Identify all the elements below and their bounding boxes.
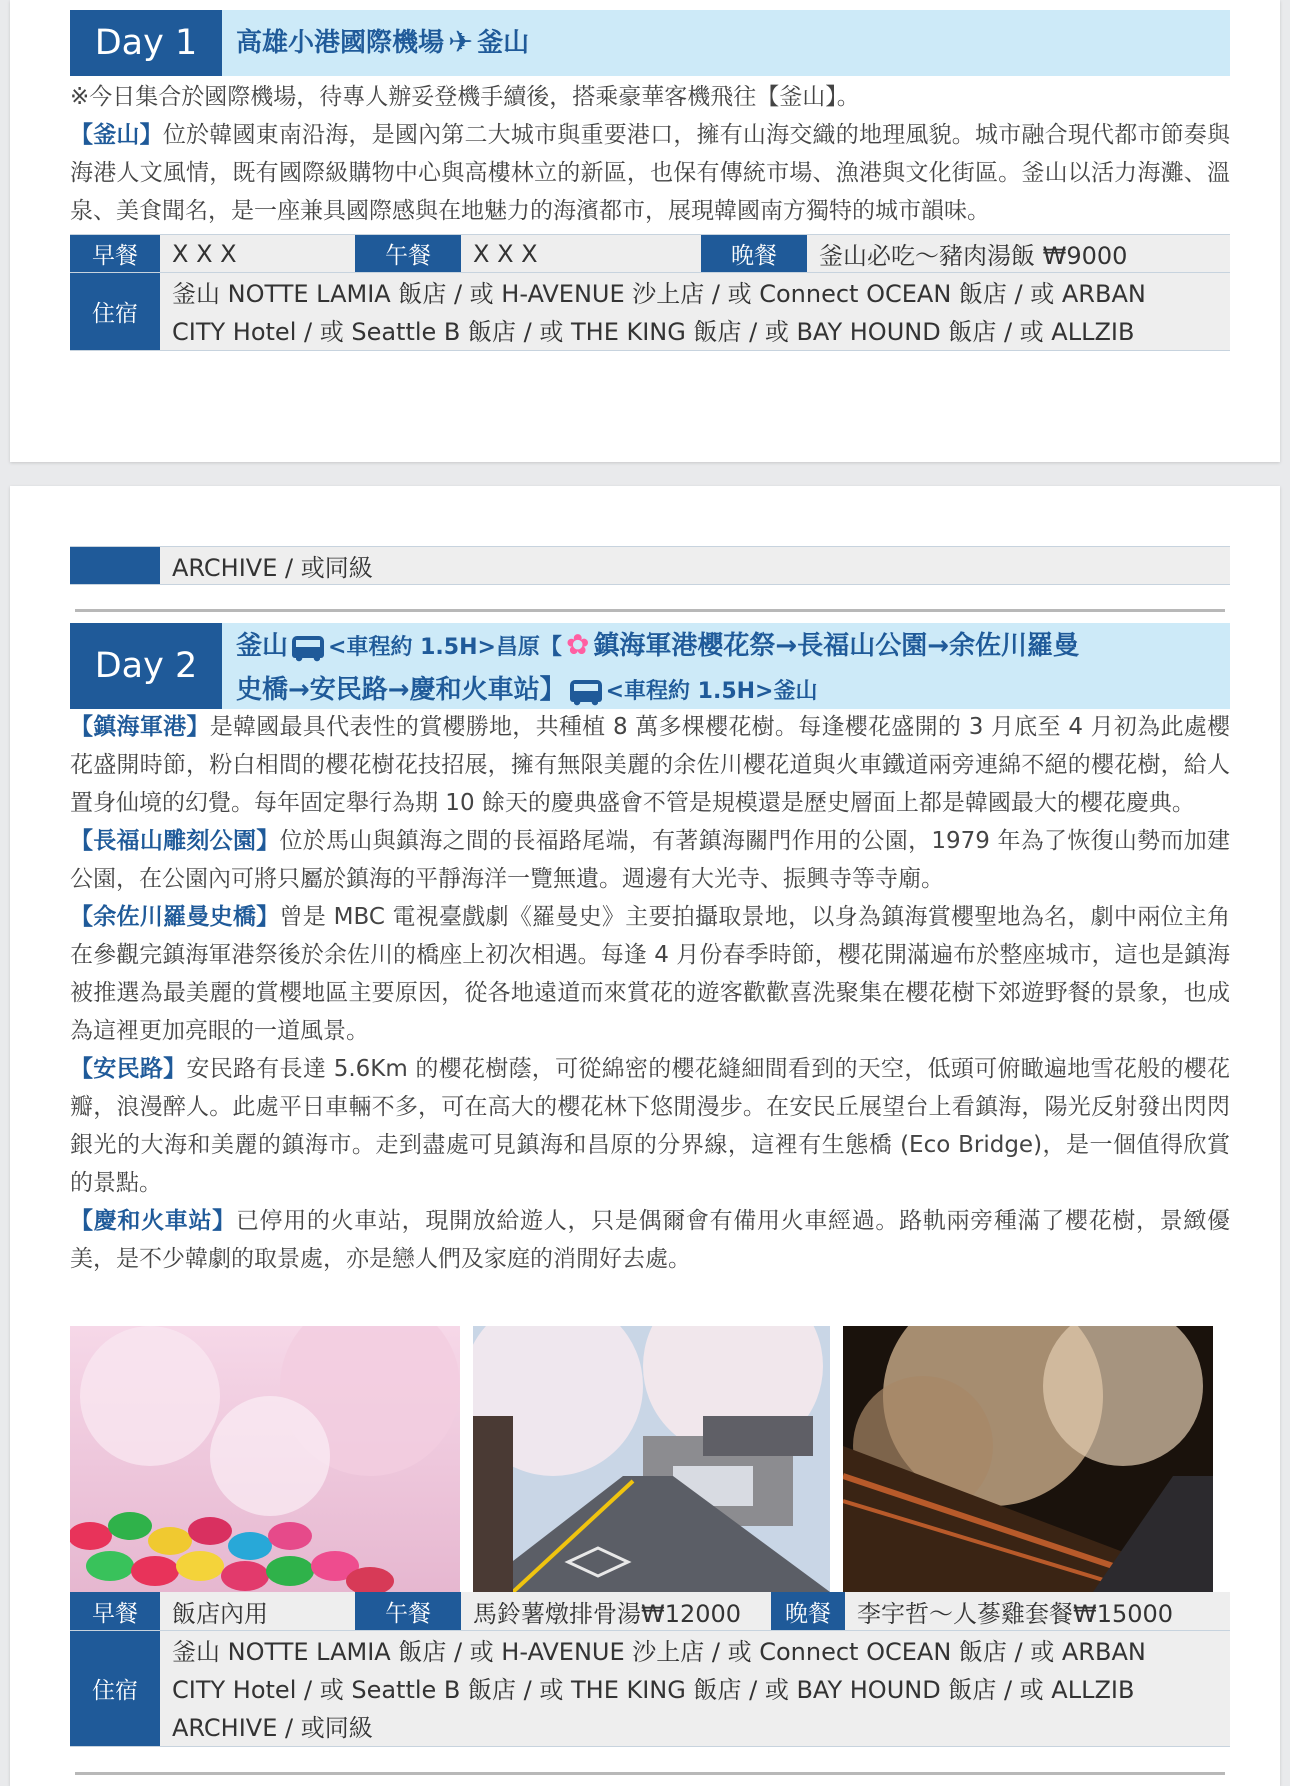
day2-title-part1: 釜山 [236,631,289,661]
stay-line-2: CITY Hotel / 或 Seattle B 飯店 / 或 THE KING 飯店 / 或 BAY HOUND 飯店 / 或 ALLZIB [172,318,1135,346]
dinner-label: 晚餐 [701,235,807,272]
bus-icon-2 [570,680,602,702]
day1-meals-row [70,234,1230,273]
day1-title [222,10,543,76]
photo-night-bridge [843,1326,1213,1592]
romance-bridge-text: 曾是 MBC 電視臺戲劇《羅曼史》主要拍攝取景地，以身為鎮海賞櫻聖地為名，劇中兩位主角在參觀完鎮海軍港祭後於余佐川的橋座上初次相遇。每逢 4 月份春季時節，櫻花開滿遍布於整座城市，這也是鎮海被推選為最美麗的賞櫻地區主要原因，從各地遠道而來賞花的遊客歡歡喜洗聚集在櫻花樹下郊遊野餐的景象，也成為這裡更加亮眼的一道風景。 [70,904,1231,1044]
anmin-text: 安民路有長達 5.6Km 的櫻花樹蔭，可從綿密的櫻花縫細間看到的天空，低頭可俯瞰遍地雪花般的櫻花瓣，浪漫醉人。此處平日車輛不多，可在高大的櫻花林下悠閒漫步。在安民丘展望台上看鎮海，陽光反射發出閃閃銀光的大海和美麗的鎮海市。走到盡處可見鎮海和昌原的分界線，這裡有生態橋 (Eco Bridge)，是一個值得欣賞的景點。 [70,1056,1231,1196]
day1-card [10,0,1280,462]
jinhae-highlight: 【鎮海軍港】 [70,714,210,740]
paragraph-jangbok [70,822,1230,898]
busan-text: 位於韓國東南沿海，是國內第二大城市與重要港口，擁有山海交織的地理風貌。城市融合現代都市節奏與海港人文風情，既有國際級購物中心與高樓林立的新區，也保有傳統市場、漁港與文化街區。釜山以活力海灘、溫泉、美食聞名，是一座兼具國際感與在地魅力的海濱都市，展現韓國南方獨特的城市韻味。 [70,122,1231,224]
lunch-label: 午餐 [355,235,461,272]
gyeonghwa-highlight: 【慶和火車站】 [70,1208,236,1234]
day2-card [10,486,1280,1786]
busan-highlight: 【釜山】 [70,122,163,148]
anmin-highlight: 【安民路】 [70,1056,187,1082]
jinhae-text: 是韓國最具代表性的賞櫻勝地，共種植 8 萬多棵櫻花樹。每逢櫻花盛開的 3 月底至 4 月初為此處櫻花盛開時節，粉白相間的櫻花樹花技招展，擁有無限美麗的余佐川櫻花道與火車鐵道兩旁連綿不絕的櫻花樹，給人置身仙境的幻覺。每年固定舉行為期 10 餘天的慶典盛會不管是規模還是歷史層面上都是韓國最大的櫻花慶典。 [70,714,1230,816]
day2-stay-value [160,1631,1158,1746]
day2-breakfast-label: 早餐 [70,1592,160,1630]
day2-stay-label: 住宿 [70,1631,160,1746]
day2-paragraphs [70,708,1230,1278]
airplane-icon: ✈ [448,25,474,60]
day2-header [70,623,1230,709]
day1-busan-desc [70,116,1230,230]
day2-lunch-value: 馬鈴薯燉排骨湯₩12000 [473,1599,742,1628]
day1-header [70,10,1230,76]
day2-title-part2: <車程約 1.5H>昌原【 [328,635,562,660]
stay-line-3: ARCHIVE / 或同級 [172,554,373,582]
day2-stay-line-3: ARCHIVE / 或同級 [172,1714,373,1742]
romance-bridge-highlight: 【余佐川羅曼史橋】 [70,904,280,930]
dinner-value: 釜山必吃～豬肉湯飯 ₩9000 [819,242,1128,270]
gyeonghwa-text: 已停用的火車站，現開放給遊人，只是偶爾會有備用火車經過。路軌兩旁種滿了櫻花樹，景緻優美，是不少韓劇的取景處，亦是戀人們及家庭的消閒好去處。 [70,1208,1230,1272]
stay-value [160,273,1158,350]
day2-dinner-value: 李宇哲～人蔘雞套餐₩15000 [857,1599,1174,1628]
day2-meals-row [70,1592,1230,1631]
day1-title-to: 釜山 [477,28,530,58]
stay-label: 住宿 [70,273,160,350]
day2-title-part5: <車程約 1.5H>釜山 [605,679,818,704]
paragraph-jinhae [70,708,1230,822]
day2-stay-row [70,1631,1230,1747]
day1-label: Day 1 [70,10,222,76]
day1-stay-row [70,273,1230,351]
paragraph-gyeonghwa [70,1202,1230,1278]
paragraph-romance-bridge [70,898,1230,1050]
section-divider [75,609,1225,612]
photo-strip [70,1326,1230,1592]
day1-intro: ※今日集合於國際機場，待專人辦妥登機手續後，搭乘豪華客機飛往【釜山】。 [70,84,860,110]
day2-breakfast-value: 飯店內用 [172,1599,268,1628]
paragraph-anmin [70,1050,1230,1202]
lunch-value: X X X [473,239,538,268]
breakfast-label: 早餐 [70,235,160,272]
bus-icon [292,636,324,658]
jangbok-text: 位於馬山與鎮海之間的長福路尾端，有著鎮海關門作用的公園，1979 年為了恢復山勢而加建公園，在公園內可將只屬於鎮海的平靜海洋一覽無遺。週邊有大光寺、振興寺等寺廟。 [70,828,1230,892]
breakfast-value: X X X [172,239,237,268]
day1-stay-continued-row [70,546,1230,585]
cherry-blossom-icon: ✿ [565,628,590,661]
photo-lanterns [70,1326,460,1592]
day2-title [222,623,1093,709]
day2-title-part3: 鎮海軍港櫻花祭→長福山公園→余佐川羅曼 [593,631,1079,661]
stay-label-blank [70,547,160,584]
day1-title-from: 高雄小港國際機場 [236,28,445,58]
day2-stay-line-1: 釜山 NOTTE LAMIA 飯店 / 或 H-AVENUE 沙上店 / 或 Connect OCEAN 飯店 / 或 ARBAN [172,1638,1146,1666]
day2-label: Day 2 [70,623,222,709]
day2-title-part4: 史橋→安民路→慶和火車站】 [236,675,566,705]
day2-lunch-label: 午餐 [355,1592,461,1630]
photo-street [473,1326,830,1592]
stay-line-1: 釜山 NOTTE LAMIA 飯店 / 或 H-AVENUE 沙上店 / 或 Connect OCEAN 飯店 / 或 ARBAN [172,280,1146,308]
jangbok-highlight: 【長福山雕刻公園】 [70,828,280,854]
day2-stay-line-2: CITY Hotel / 或 Seattle B 飯店 / 或 THE KING 飯店 / 或 BAY HOUND 飯店 / 或 ALLZIB [172,1676,1135,1704]
day2-dinner-label: 晚餐 [771,1592,845,1630]
